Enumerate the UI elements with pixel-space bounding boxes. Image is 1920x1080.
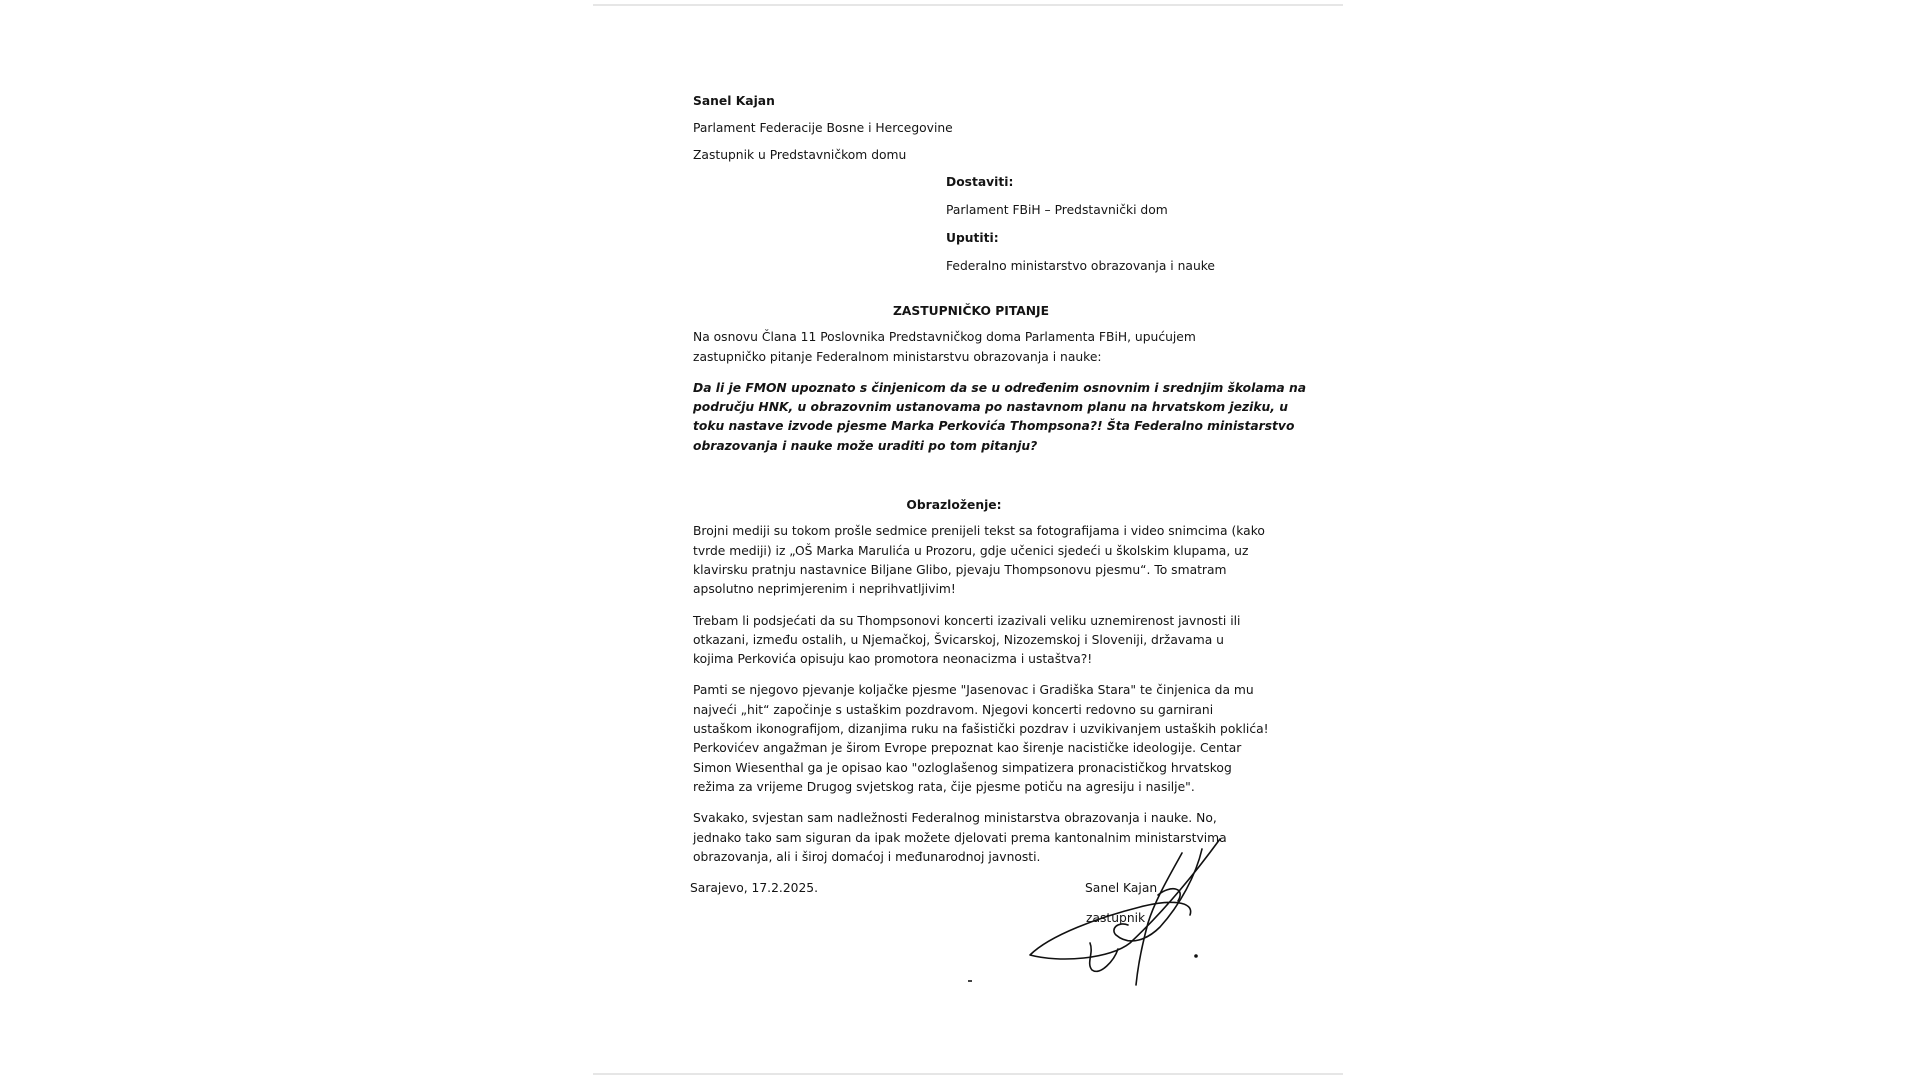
paragraph-line: režima za vrijeme Drugog svjetskog rata, čije pjesme potiču na agresiju i nasilje".	[693, 779, 1195, 794]
paragraph-line: Trebam li podsjećati da su Thompsonovi koncerti izazivali veliku uznemirenost javnosti ili	[693, 613, 1241, 628]
paragraph-line: otkazani, između ostalih, u Njemačkoj, Švicarskoj, Nizozemskoj i Sloveniji, državama u	[693, 632, 1224, 647]
paragraph-line: Svakako, svjestan sam nadležnosti Federalnog ministarstva obrazovanja i nauke. No,	[693, 811, 1217, 826]
direct-to: Federalno ministarstvo obrazovanja i nauke	[946, 258, 1215, 273]
intro-line: zastupničko pitanje Federalnom ministarstvu obrazovanja i nauke:	[693, 349, 1102, 364]
letter-document	[690, 92, 1307, 939]
signatory-name: Sanel Kajan	[1085, 881, 1158, 896]
sender-role: Zastupnik u Predstavničkom domu	[693, 148, 907, 163]
intro-line: Na osnovu Člana 11 Poslovnika Predstavničkog doma Parlamenta FBiH, upućujem	[693, 330, 1196, 345]
paragraph-line: Perkovićev angažman je širom Evrope prepoznat kao širenje nacističke ideologije. Centar	[693, 741, 1242, 756]
question-line: obrazovanja i nauke može uraditi po tom pitanju?	[693, 438, 1038, 453]
document-title: ZASTUPNIČKO PITANJE	[892, 303, 1050, 318]
question-line: Da li je FMON upoznato s činjenicom da se u određenim osnovnim i srednjim školama na	[693, 380, 1307, 395]
sender-institution: Parlament Federacije Bosne i Hercegovine	[693, 121, 953, 136]
sender-block	[693, 92, 1233, 165]
stray-mark	[968, 980, 972, 982]
reasoning-heading: Obrazloženje:	[906, 498, 1002, 513]
paragraph-line: apsolutno neprimjerenim i neprihvatljivim!	[693, 582, 956, 597]
paragraph-line: Brojni mediji su tokom prošle sedmice prenijeli tekst sa fotografijama i video snimcima (kako	[693, 524, 1265, 539]
question-line: području HNK, u obrazovnim ustanovama po nastavnom planu na hrvatskom jeziku, u	[693, 400, 1288, 415]
reasoning-paragraph-1	[693, 522, 1265, 599]
place-date: Sarajevo, 17.2.2025.	[690, 881, 819, 896]
paragraph-line: kojima Perkovića opisuju kao promotora neonacizma i ustaštva?!	[693, 652, 1093, 667]
signatory-role: zastupnik	[1086, 911, 1146, 926]
intro-paragraph	[693, 328, 1233, 367]
reasoning-paragraph-3	[693, 681, 1269, 797]
paragraph-line: najveći „hit“ započinje s ustaškim pozdravom. Njegovi koncerti redovno su garnirani	[693, 702, 1214, 717]
deliver-label: Dostaviti:	[946, 175, 1014, 190]
paragraph-line: ustaškom ikonografijom, dizanjima ruku na fašistički pozdrav i uzvikivanjem ustaških poklića!	[693, 722, 1269, 737]
reasoning-paragraph-2	[693, 612, 1241, 670]
page-bottom-edge	[593, 1073, 1343, 1075]
paragraph-line: obrazovanja, ali i široj domaćoj i međunarodnoj javnosti.	[693, 849, 1041, 864]
paragraph-line: Simon Wiesenthal ga je opisao kao "ozloglašenog simpatizera pronacističkog hrvatskog	[693, 760, 1232, 775]
recipient-block	[946, 173, 1233, 276]
handwritten-signature-icon	[1020, 835, 1240, 990]
deliver-to: Parlament FBiH – Predstavnički dom	[946, 203, 1168, 218]
question-paragraph	[693, 379, 1307, 456]
paragraph-line: jednako tako sam siguran da ipak možete djelovati prema kantonalnim ministarstvima	[693, 830, 1227, 845]
paragraph-line: klavirsku pratnju nastavnice Biljane Glibo, pjevaju Thompsonovu pjesmu“. To smatram	[693, 562, 1227, 577]
paragraph-line: Pamti se njegovo pjevanje koljačke pjesme "Jasenovac i Gradiška Stara" te činjenica da mu	[693, 683, 1254, 698]
direct-label: Uputiti:	[946, 230, 999, 245]
page-top-edge	[593, 4, 1343, 6]
sender-name: Sanel Kajan	[693, 94, 775, 108]
question-line: toku nastave izvode pjesme Marka Perkovića Thompsona?! Šta Federalno ministarstvo	[693, 419, 1295, 434]
paragraph-line: tvrde mediji) iz „OŠ Marka Marulića u Prozoru, gdje učenici sjedeći u školskim klupama, uz	[693, 543, 1249, 558]
